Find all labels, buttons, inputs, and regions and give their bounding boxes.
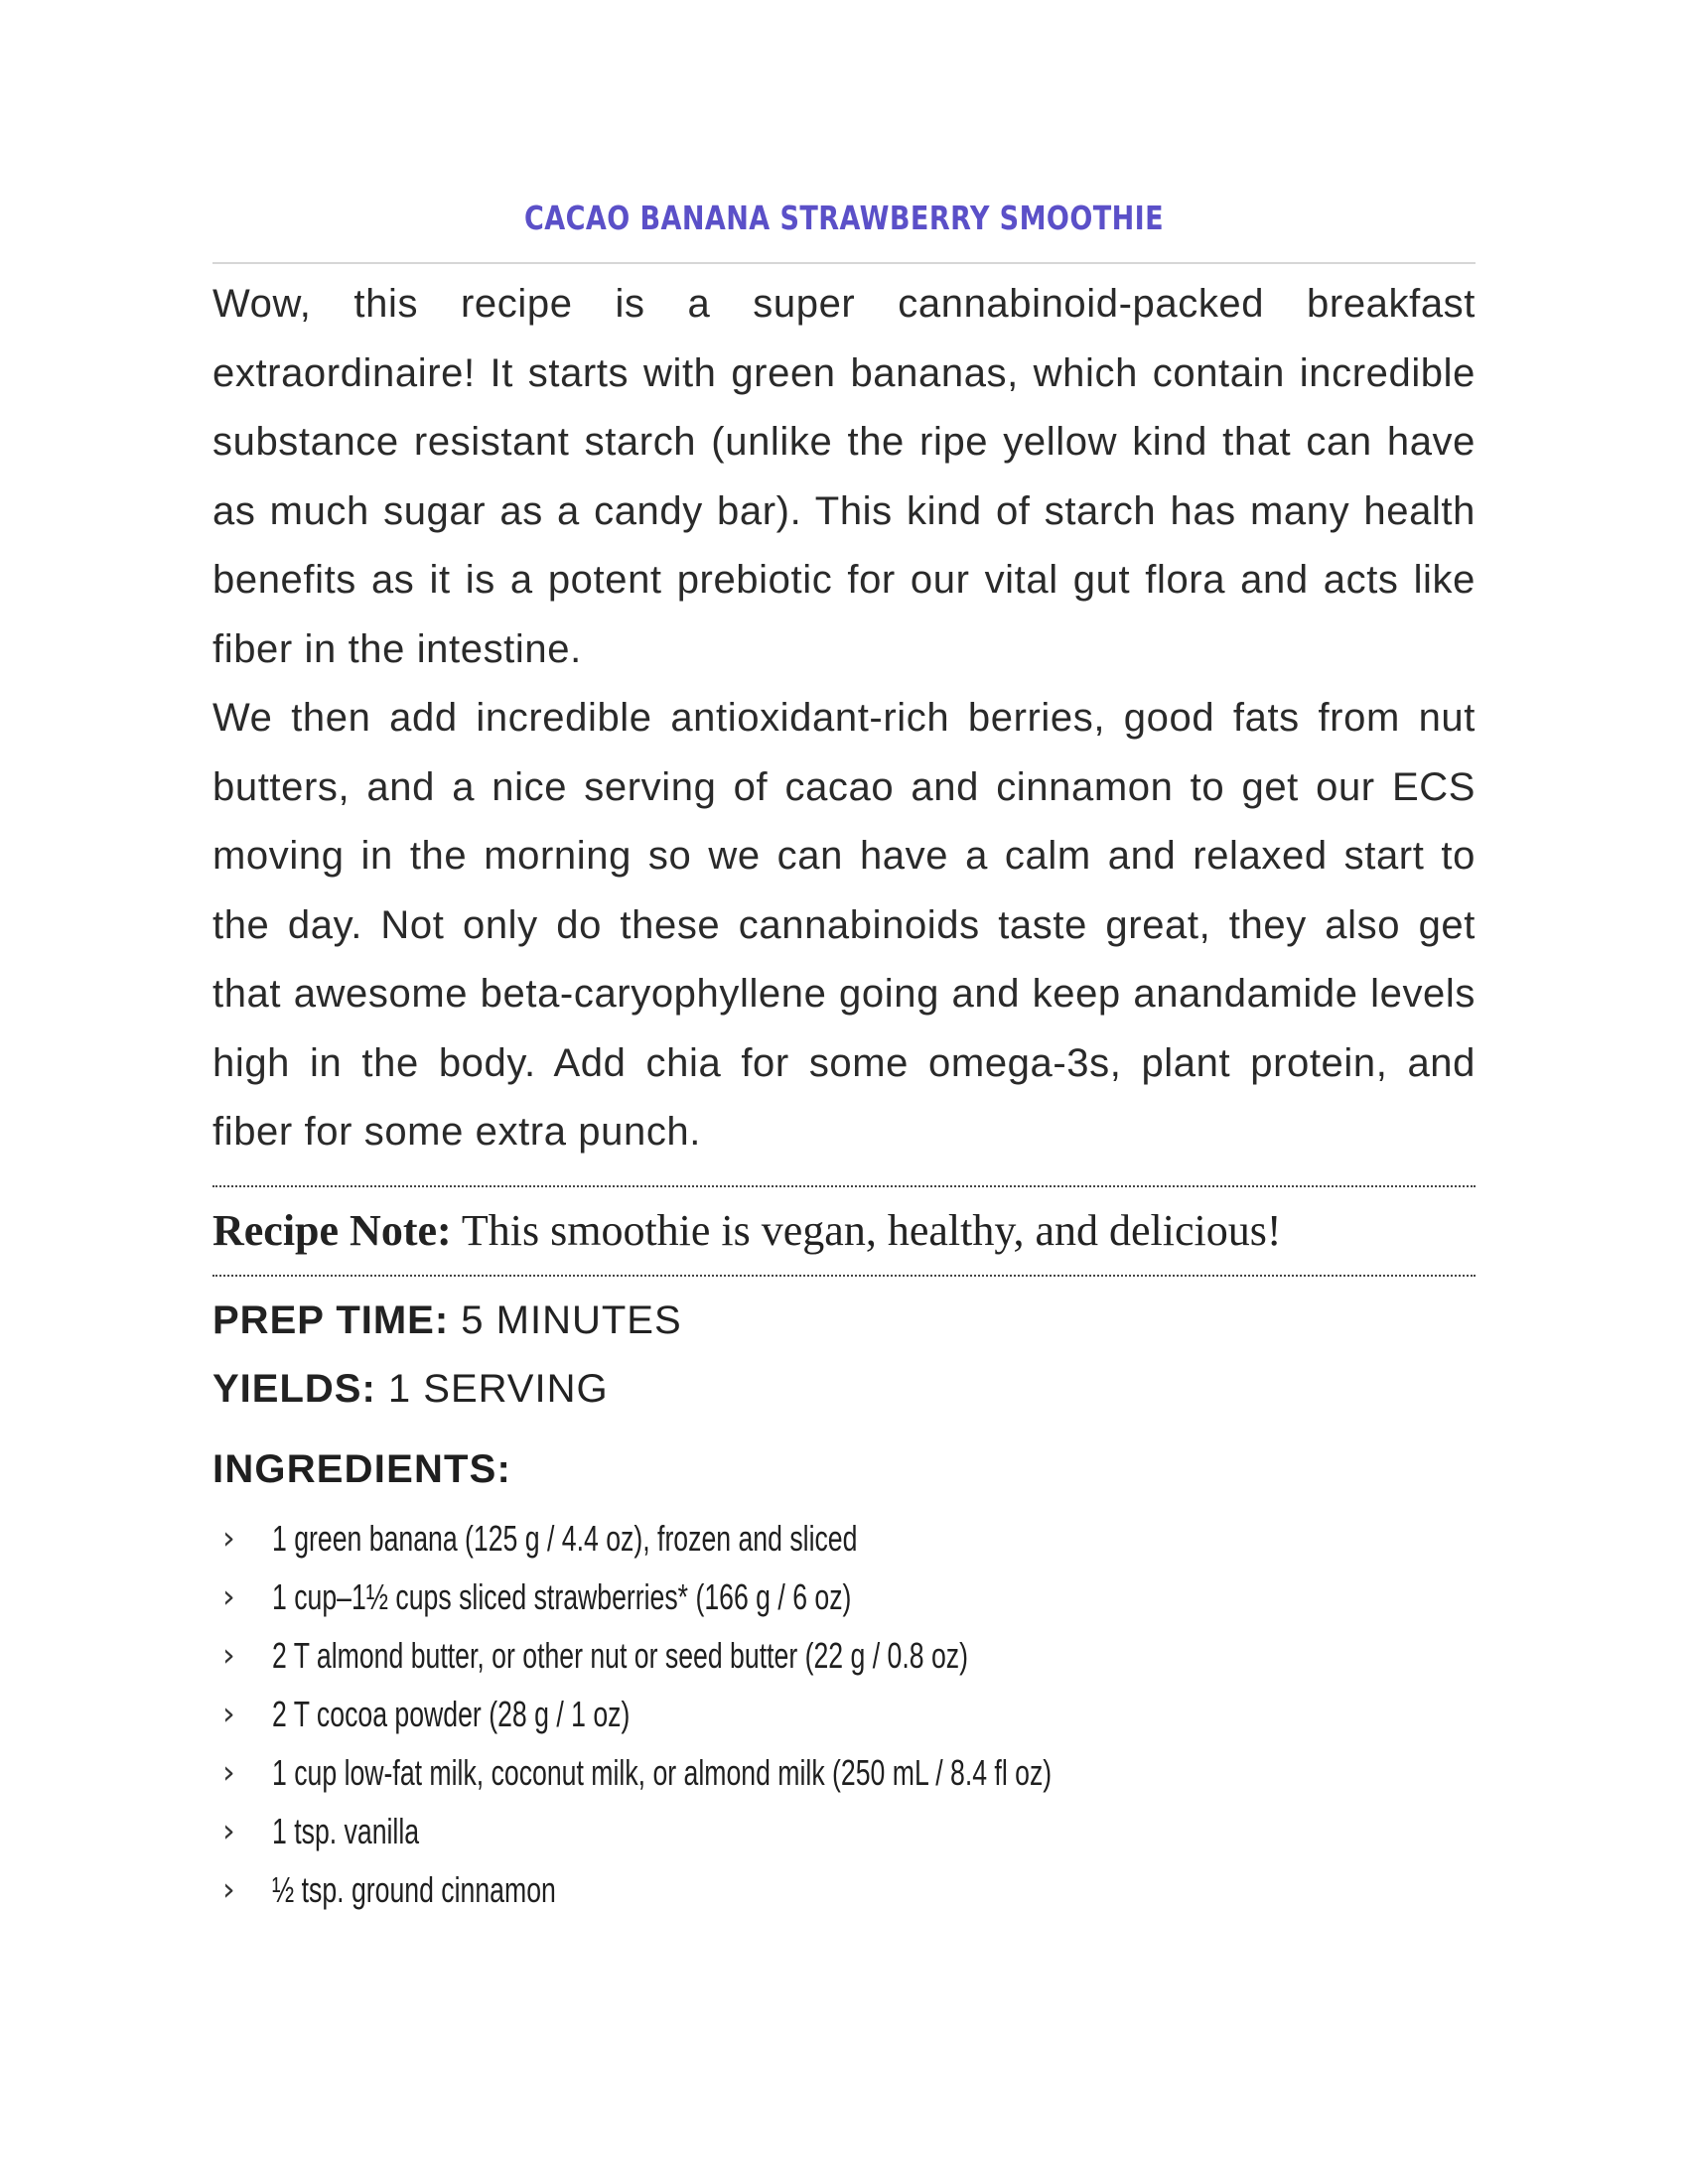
title-divider	[212, 262, 1476, 264]
chevron-right-icon: ›	[222, 1518, 235, 1557]
ingredient-text: 2 T cocoa powder (28 g / 1 oz)	[272, 1693, 631, 1734]
yields-label: YIELDS:	[212, 1366, 376, 1411]
prep-time-value: 5 MINUTES	[449, 1297, 682, 1342]
ingredient-item	[212, 1860, 1476, 1919]
ingredient-text: 1 cup low-fat milk, coconut milk, or almond milk (250 mL / 8.4 fl oz)	[272, 1751, 1053, 1793]
ingredient-item	[212, 1568, 1476, 1626]
ingredient-text: 1 green banana (125 g / 4.4 oz), frozen and sliced	[272, 1517, 858, 1559]
recipe-note	[212, 1187, 1476, 1275]
recipe-note-label: Recipe Note:	[212, 1205, 452, 1255]
prep-time-label: PREP TIME:	[212, 1297, 450, 1342]
chevron-right-icon: ›	[222, 1752, 235, 1791]
chevron-right-icon: ›	[222, 1869, 235, 1908]
chevron-right-icon: ›	[222, 1811, 235, 1849]
ingredients-heading: INGREDIENTS:	[212, 1446, 512, 1491]
recipe-page	[212, 195, 1476, 1919]
intro-paragraph: Wow, this recipe is a super cannabinoid-packed breakfast extraordinaire! It starts with green bananas, which contain incredible substance resistant starch (unlike the ripe yellow kind that can have as much sugar as a candy bar). This kind of starch has many health benefits as it is a potent prebiotic for our vital gut flora and acts like fiber in the intestine.	[212, 282, 1476, 671]
ingredient-item	[212, 1626, 1476, 1685]
ingredient-item	[212, 1743, 1476, 1802]
ingredient-item	[212, 1509, 1476, 1568]
chevron-right-icon: ›	[222, 1635, 235, 1674]
ingredient-list	[212, 1509, 1476, 1919]
recipe-intro	[212, 270, 1476, 1167]
prep-time	[212, 1287, 1476, 1355]
yields	[212, 1355, 1476, 1424]
ingredient-text: 2 T almond butter, or other nut or seed butter (22 g / 0.8 oz)	[272, 1634, 968, 1676]
note-bottom-divider	[212, 1275, 1476, 1277]
chevron-right-icon: ›	[222, 1576, 235, 1615]
chevron-right-icon: ›	[222, 1694, 235, 1732]
recipe-title: CACAO BANANA STRAWBERRY SMOOTHIE	[523, 199, 1165, 237]
yields-value: 1 SERVING	[375, 1366, 609, 1411]
recipe-note-text: This smoothie is vegan, healthy, and delicious!	[451, 1205, 1282, 1255]
ingredient-text: 1 tsp. vanilla	[272, 1810, 420, 1851]
ingredient-item	[212, 1802, 1476, 1860]
ingredient-text: 1 cup–1½ cups sliced strawberries* (166 g / 6 oz)	[272, 1575, 852, 1617]
ingredient-item	[212, 1685, 1476, 1743]
ingredient-text: ½ tsp. ground cinnamon	[272, 1868, 556, 1910]
intro-paragraph: We then add incredible antioxidant-rich berries, good fats from nut butters, and a nice serving of cacao and cinnamon to get our ECS moving in the morning so we can have a calm and relaxed start to the day. Not only do these cannabinoids taste great, they also get that awesome beta-caryophyllene going and keep anandamide levels high in the body. Add chia for some omega-3s, plant protein, and fiber for some extra punch.	[212, 696, 1476, 1154]
